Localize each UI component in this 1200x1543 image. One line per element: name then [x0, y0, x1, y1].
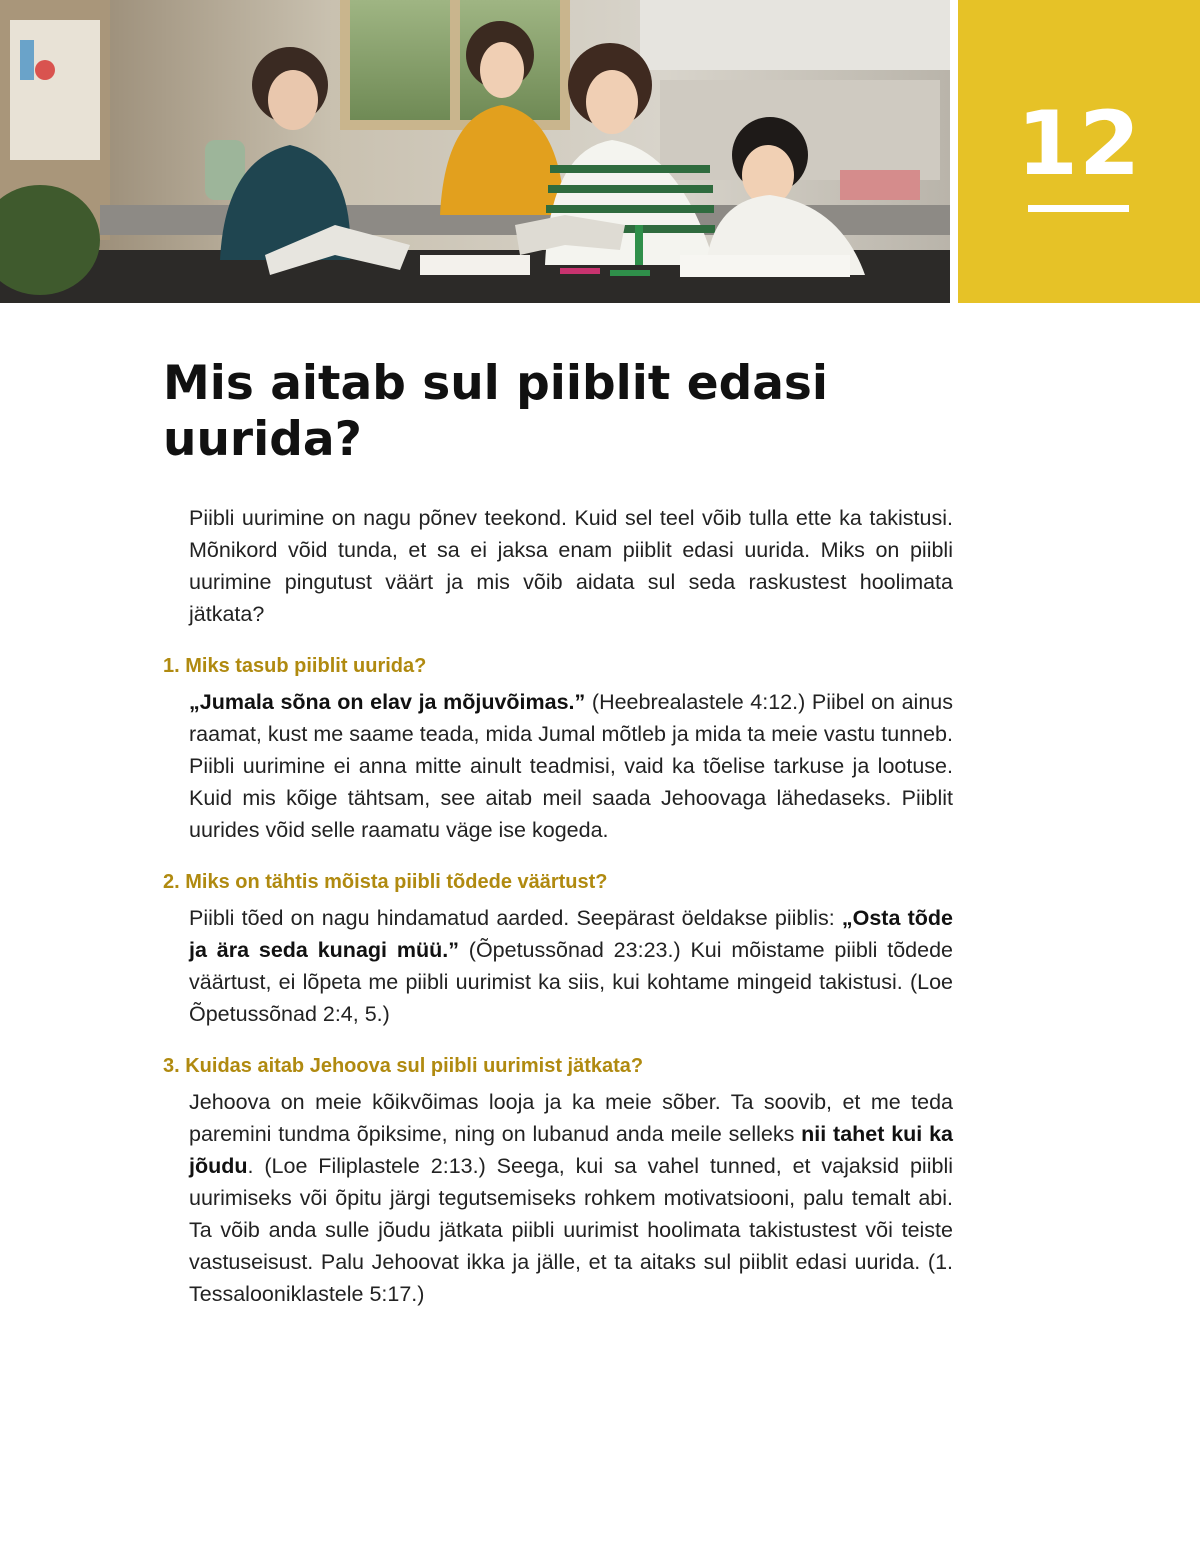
answer-1 [163, 686, 953, 846]
answer-3-intro: Jehoova on meie kõikvõimas looja ja ka meie sõber. Ta soovib, et me teda paremini tundma õpiksime, ning on lubanud anda meile selleks [189, 1090, 953, 1146]
answer-1-quote: „Jumala sõna on elav ja mõjuvõimas.” [189, 690, 586, 714]
answer-3-text: . (Loe Filiplastele 2:13.) Seega, kui sa vahel tunned, et vajaksid piibli uurimiseks või õpitu järgi tegutsemiseks rohkem motivatsiooni, palu temalt abi. Ta võib anda sulle jõudu jätkata piibli uurimist hoolimata takistustest või teiste vastuseisust. Palu Jehoovat ikka ja jälle, et ta aitaks sul piiblit edasi uurida. (1. Tessalooniklastele 5:17.) [189, 1154, 953, 1306]
lesson-content [163, 502, 953, 1310]
chapter-number: 12 [1016, 92, 1142, 195]
answer-2 [163, 902, 953, 1030]
chapter-badge [958, 0, 1200, 303]
answer-2-quote: „Osta tõde ja ära seda kunagi müü.” [189, 906, 954, 962]
hero-photo [0, 0, 950, 303]
intro-paragraph: Piibli uurimine on nagu põnev teekond. Kuid sel teel võib tulla ette ka takistusi. Mõnikord võid tunda, et sa ei jaksa enam piiblit edasi uurida. Miks on piibli uurimine pingutust väärt ja mis võib aidata sul seda raskustest hoolimata jätkata? [189, 506, 953, 626]
question-2: 2. Miks on tähtis mõista piibli tõdede väärtust? [163, 871, 608, 893]
answer-3 [163, 1086, 953, 1310]
answer-1-text: (Heebrealastele 4:12.) Piibel on ainus raamat, kust me saame teada, mida Jumal mõtleb ja mida ta meie vastu tunneb. Piibli uurimine ei anna mitte ainult teadmisi, vaid ka tõelise tarkuse ja lootuse. Kuid mis kõige tähtsam, see aitab meil saada Jehoovaga lähedaseks. Piiblit uurides võid selle raamatu väge ise kogeda. [189, 690, 953, 842]
answer-2-intro: Piibli tõed on nagu hindamatud aarded. Seepärast öeldakse piiblis: [189, 906, 842, 930]
chapter-underline [1028, 205, 1129, 212]
question-3: 3. Kuidas aitab Jehoova sul piibli uurimist jätkata? [163, 1055, 644, 1077]
answer-2-text: (Õpetussõnad 23:23.) Kui mõistame piibli tõdede väärtust, ei lõpeta me piibli uurimist ka siis, kui kohtame mingeid takistusi. (Loe Õpetussõnad 2:4, 5.) [189, 938, 953, 1026]
question-1: 1. Miks tasub piiblit uurida? [163, 655, 427, 677]
page-title: Mis aitab sul piiblit edasi uurida? [163, 356, 829, 467]
answer-3-emphasis: nii tahet kui ka jõudu [189, 1122, 953, 1178]
family-bible-study-illustration [0, 0, 950, 303]
